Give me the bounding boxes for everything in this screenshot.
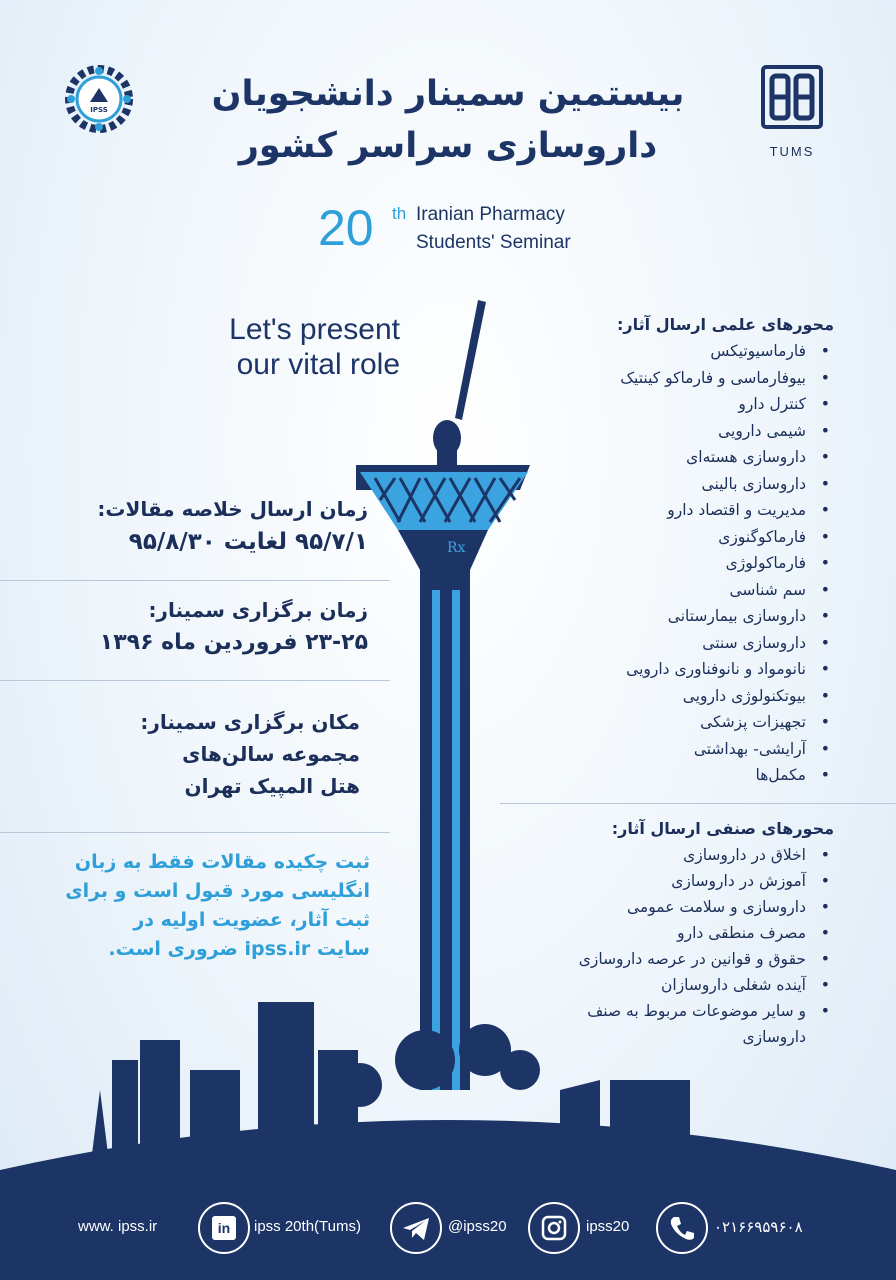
list-item: • داروسازی و سلامت عمومی [520,894,834,920]
linkedin-icon[interactable]: in [198,1202,250,1254]
english-line-2: Students' Seminar [416,232,571,253]
list-item: • مکمل‌ها [520,762,834,789]
professional-heading: محورهای صنفی ارسال آثار: [611,819,834,838]
scientific-list [520,338,834,789]
list-item: • بیوتکنولوژی دارویی [520,683,834,710]
list-item: • کنترل دارو [520,391,834,418]
english-number: 20 [318,200,374,256]
list-item: • فارماکوگنوزی [520,524,834,551]
list-item: • مصرف منطقی دارو [520,920,834,946]
notice-line-3: ثبت آثار، عضویت اولیه در [133,909,370,931]
list-item: • شیمی دارویی [520,418,834,445]
english-title [318,198,608,262]
professional-section [520,816,834,1050]
abstract-deadline [60,495,368,561]
list-item: • داروسازی بیمارستانی [520,603,834,630]
phone-icon[interactable] [656,1202,708,1254]
title-line-1: بیستمین سمینار دانشجویان [211,74,685,114]
seminar-time [60,596,368,662]
list-item: • سم شناسی [520,577,834,604]
abstract-value: ۹۵/۷/۱ لغایت ۹۵/۸/۳۰ [128,529,368,555]
seminar-time-value: ۲۳-۲۵ فروردین ماه ۱۳۹۶ [99,630,368,655]
divider-2 [0,680,390,681]
list-item: • آموزش در داروسازی [520,868,834,894]
list-item: • نانومواد و نانوفناوری دارویی [520,656,834,683]
venue-label: مکان برگزاری سمینار: [140,710,360,734]
english-sup: th [392,204,407,223]
telegram-link[interactable]: @ipss20 [448,1218,507,1235]
list-item: • فارماسیوتیکس [520,338,834,365]
list-item: • داروسازی سنتی [520,630,834,657]
ipss-logo [60,60,138,138]
divider-right [500,803,896,804]
slogan-line-2: our vital role [236,348,400,381]
venue-line-1: مجموعه سالن‌های [182,742,360,766]
scientific-heading: محورهای علمی ارسال آثار: [617,315,834,334]
divider-3 [0,832,390,833]
linkedin-link[interactable]: ipss 20th(Tums) [254,1218,361,1235]
notice-line-2: انگلیسی مورد قبول است و برای [65,880,370,902]
instagram-link[interactable]: ipss20 [586,1218,630,1235]
list-item: • اخلاق در داروسازی [520,842,834,868]
list-item: • و سایر موضوعات مربوط به صنف داروسازی [536,998,834,1050]
list-item: • مدیریت و اقتصاد دارو [520,497,834,524]
professional-list [520,842,834,1050]
divider-1 [0,580,390,581]
website-link[interactable]: www. ipss.ir [78,1218,158,1235]
tums-label: TUMS [769,144,815,159]
list-item: • تجهیزات پزشکی [520,709,834,736]
telegram-icon[interactable] [390,1202,442,1254]
list-item: • بیوفارماسی و فارماکو کینتیک [520,365,834,392]
list-item: • آرایشی- بهداشتی [520,736,834,763]
notice [40,848,370,964]
scientific-section [520,312,834,789]
phone-number[interactable]: ۰۲۱۶۶۹۵۹۶۰۸ [714,1219,803,1236]
list-item: • آینده شغلی داروسازان [520,972,834,998]
tums-logo [760,64,824,160]
slogan-line-1: Let's present [229,313,400,346]
abstract-label: زمان ارسال خلاصه مقالات: [97,497,368,521]
venue [60,706,360,802]
ipss-logo-text: IPSS [90,106,108,114]
list-item: • فارماکولوژی [520,550,834,577]
tower-rx: Rx [447,540,466,556]
english-line-1: Iranian Pharmacy [416,204,565,225]
instagram-icon[interactable] [528,1202,580,1254]
list-item: • حقوق و قوانین در عرصه داروسازی [520,946,834,972]
notice-line-4: سایت ipss.ir ضروری است. [108,938,370,960]
footer [0,1178,896,1280]
venue-line-2: هتل المپیک تهران [184,774,360,798]
list-item: • داروسازی هسته‌ای [520,444,834,471]
title-line-2: داروسازی سراسر کشور [238,126,658,166]
list-item: • داروسازی بالینی [520,471,834,498]
seminar-time-label: زمان برگزاری سمینار: [148,598,368,622]
notice-line-1: ثبت چکیده مقالات فقط به زبان [74,851,370,873]
